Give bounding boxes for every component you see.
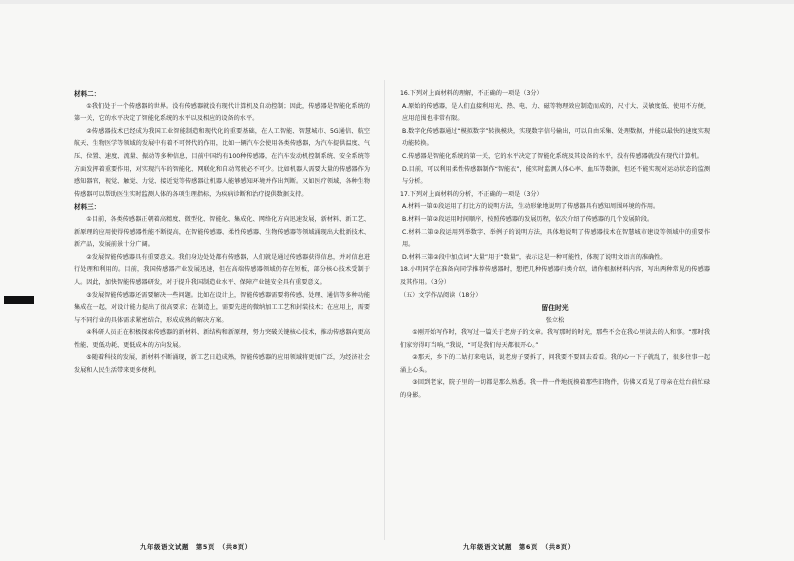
binding-mark: [4, 296, 34, 304]
left-page-footer: 九年级语文试题 第5页 （共8页）: [140, 543, 252, 551]
section-5-heading: （五）文学作品阅读（18分）: [400, 291, 482, 299]
material-3-paragraph-2: ②发展智能传感器具有重要意义。我们身边处处都有传感器，人们就是通过传感器获得信息，并对信息进行处理和利用的。目前，我国传感器产业发展迅速，但在高端传感器领域仍存在短板，部分核心技术受制于人。因此，加快智能传感器研发，对于提升我国制造业水平、保障产业链安全具有重要意义。: [74, 253, 370, 286]
material-3-heading: 材料三：: [74, 203, 101, 212]
scan-edge: [0, 0, 794, 4]
question-16-option-c: C.传感器是智能化系统的第一关，它的水平决定了智能化系统及其设备的水平，没有传感器就没有现代计算机。: [402, 152, 703, 160]
story-author: 张立松: [545, 317, 565, 325]
question-17-option-a: A.材料一第①段运用了打比方的说明方法，生动形象地说明了传感器具有感知周围环境的作用。: [402, 203, 660, 211]
question-17-option-c: C.材料二第②段运用列举数字、举例子的说明方法，具体地说明了传感器技术在智慧城市建设等领域中的重要作用。: [402, 228, 710, 249]
question-17-option-d: D.材料三第②段中加点词“大量”用于“数量”，表示这是一种可能性，体现了说明文语言的准确性。: [402, 253, 667, 261]
right-page-footer: 九年级语文试题 第6页 （共8页）: [463, 543, 575, 551]
question-17: 17.下列对上面材料的分析，不正确的一项是（3分）: [400, 190, 543, 198]
question-16-option-a: A.原始的传感器，是人们直接利用光、热、电、力、磁等物理效应制造而成的，尺寸大、灵敏度低、使用不方便，应用范围也非常有限。: [402, 102, 710, 123]
question-16: 16.下列对上面材料的理解，不正确的一项是（3分）: [400, 90, 543, 97]
material-2-heading: 材料二：: [74, 90, 101, 98]
question-17-option-b: B.材料一第②段运用时间顺序，按照传感器的发展历程，依次介绍了传感器的几个发展阶段。: [402, 215, 654, 223]
question-18: 18.小明同学在准备向同学推荐传感器时，想把几种传感器归类介绍，请你根据材料内容，写出两种常见的传感器及其作用。（3分）: [400, 266, 710, 286]
left-page-content: [74, 88, 370, 561]
story-paragraph-1: ①刚开始写作时，我写过一篇关于老房子的文章。我写那时的时光，那些不会在我心里淡去的人和事。“那时我们家穷得叮当响，”我说，“可是我们每天都很开心。”: [400, 329, 710, 349]
page-gutter: [384, 80, 385, 540]
material-3-paragraph-5: ⑤随着科技的发展，新材料不断涌现，新工艺日趋成熟，智能传感器的应用领域将更加广泛，为经济社会发展和人民生活带来更多便利。: [74, 354, 370, 375]
material-2-paragraph-1: ①我们处于一个传感器的世界。没有传感器就没有现代计算机及自动控制；因此，传感器是智能化系统的第一关，它的水平决定了智能化系统的水平以及相应的设备的水平。: [74, 102, 370, 123]
story-paragraph-2: ②那天，乡下的二姑打来电话，说老房子要拆了，问我要不要回去看看。我的心一下子就乱了，很多往事一起涌上心头。: [400, 354, 710, 374]
story-title: 留住时光: [541, 304, 569, 313]
material-3-paragraph-1: ①目前，各类传感器正朝着高精度、微型化、智能化、集成化、网络化方向迅速发展，新材料、新工艺、新原理的应用使得传感器性能不断提高，在智能传感器、柔性传感器、生物传感器等领域涌现出大批新技术、新产品，发展前景十分广阔。: [74, 215, 370, 249]
material-3-paragraph-3: ③发展智能传感器还需要解决一些问题。比如在设计上，智能传感器需要将传感、处理、通信等多种功能集成在一起，对设计能力提出了很高要求；在制造上，需要先进的微纳加工工艺和封装技术；在应用上，需要与不同行业的具体需求紧密结合，形成成熟的解决方案。: [74, 291, 370, 324]
material-3-paragraph-4: ④科研人员正在积极探索传感器的新材料、新结构和新原理，努力突破关键核心技术，推动传感器向更高性能、更低功耗、更低成本的方向发展。: [74, 329, 370, 349]
right-page-content: [400, 88, 710, 561]
question-16-option-b: B.数字化传感器通过“模拟数字”转换模块，实现数字信号输出，可以自由采集、处理数据，并能以最快的速度实现功能转换。: [402, 127, 710, 148]
material-2-paragraph-2: ②传感器技术已经成为我国工业智能制造和现代化的重要基础，在人工智能、智慧城市、5G通信、航空航天、生物医学等领域的发展中有着不可替代的作用，比如一辆汽车会使用各类传感器，为汽车提供温度、气压、位置、速度、流量、振动等多种信息，目前中国约有100种传感器，在汽车发动机控制系统、安全系统等方面发挥着重要作用，对实现汽车的智能化、网联化和自动驾驶必不可少。比如机器人需要大量的传感器作为感知器官，视觉、触觉、力觉、接近觉等传感器让机器人能够感知环境并作出判断。又如医疗领域，各种生物传感器可以帮助医生实时监测人体的各项生理指标，为疾病诊断和治疗提供数据支持。: [74, 127, 370, 198]
question-16-option-d: D.目前，可以利用柔性传感器制作“智能衣”，能实时监测人体心率、血压等数据，但还不能实现对运动状态的监测与分析。: [402, 165, 710, 186]
story-paragraph-3: ③回到老家，院子里的一切都是那么熟悉。我一件一件地抚摸着那些旧物件，仿佛又看见了母亲在灶台前忙碌的身影。: [400, 379, 710, 400]
